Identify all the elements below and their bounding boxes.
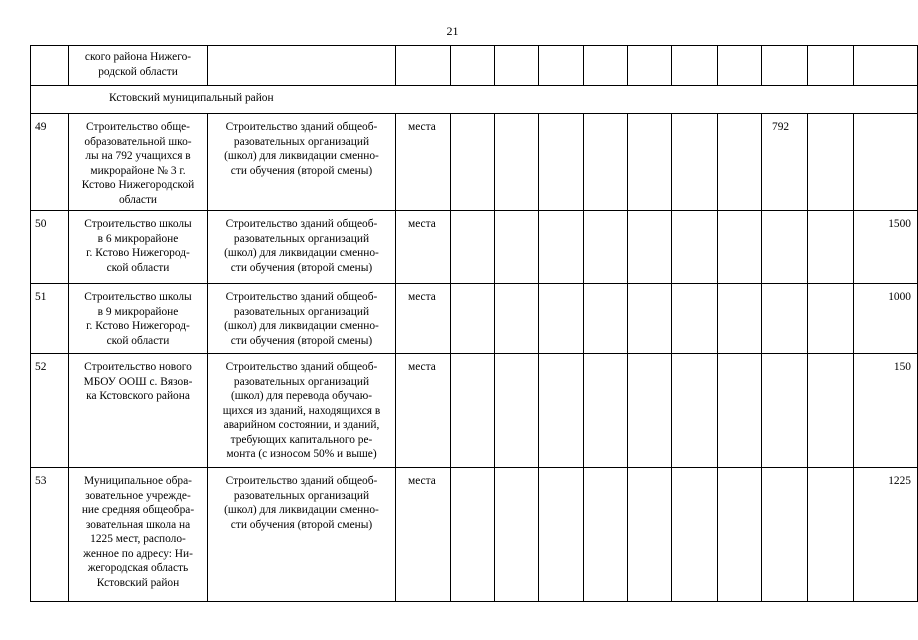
cell-value <box>539 354 584 468</box>
desc-line: (школ) для ликвидации сменно- <box>224 247 379 259</box>
desc-line: Строительство зданий общеоб- <box>225 291 378 303</box>
cell-value <box>762 284 808 354</box>
cell-num: 52 <box>31 354 69 468</box>
cell-value <box>718 284 762 354</box>
name-line: ской области <box>106 334 170 347</box>
cell-num: 50 <box>31 211 69 284</box>
name-line: родской области <box>98 65 178 78</box>
name-line: зовательное учрежде- <box>85 489 191 502</box>
cell-value <box>718 354 762 468</box>
name-line: ской области <box>106 261 170 274</box>
cell-value <box>495 211 539 284</box>
cell-value <box>718 211 762 284</box>
cell-value: 1500 <box>854 211 918 284</box>
cell-desc <box>208 354 396 468</box>
cell-value <box>539 211 584 284</box>
cell-value <box>672 46 718 86</box>
cell-value <box>451 284 495 354</box>
cell-value <box>495 114 539 211</box>
table-row <box>31 284 918 354</box>
cell-desc <box>208 46 396 86</box>
desc-line: Строительство зданий общеоб- <box>225 361 378 373</box>
name-line: Строительство школы <box>84 218 192 230</box>
cell-num: 51 <box>31 284 69 354</box>
cell-name <box>69 46 208 86</box>
table-row <box>31 114 918 211</box>
cell-value: 150 <box>854 354 918 468</box>
name-line: Кстово Нижегородской <box>81 179 195 191</box>
desc-line: сти обучения (второй смены) <box>230 334 373 347</box>
cell-value <box>628 284 672 354</box>
name-line: микрорайоне № 3 г. <box>90 164 186 177</box>
cell-value <box>451 354 495 468</box>
desc-line: сти обучения (второй смены) <box>230 261 373 274</box>
cell-value <box>762 46 808 86</box>
cell-value <box>495 46 539 86</box>
cell-unit: места <box>396 284 451 354</box>
cell-desc <box>208 284 396 354</box>
name-line: г. Кстово Нижегород- <box>86 320 190 332</box>
cell-value <box>628 211 672 284</box>
desc-line: сти обучения (второй смены) <box>230 518 373 531</box>
cell-value <box>808 284 854 354</box>
name-line: в 6 микрорайоне <box>97 232 179 245</box>
cell-value <box>808 468 854 602</box>
cell-value <box>584 354 628 468</box>
cell-name <box>69 468 208 602</box>
cell-value <box>672 114 718 211</box>
desc-line: разовательных организаций <box>233 489 370 502</box>
cell-value <box>762 468 808 602</box>
cell-value <box>672 468 718 602</box>
desc-line: разовательных организаций <box>233 232 370 245</box>
name-line: жегородская область <box>87 562 189 574</box>
cell-desc <box>208 114 396 211</box>
name-line: г. Кстово Нижегород- <box>86 247 190 259</box>
cell-value <box>584 284 628 354</box>
cell-value: 1000 <box>854 284 918 354</box>
cell-value <box>628 354 672 468</box>
name-line: ние средняя общеобра- <box>81 504 195 516</box>
desc-line: (школ) для ликвидации сменно- <box>224 320 379 332</box>
cell-value <box>628 114 672 211</box>
continuation-row <box>31 46 918 86</box>
cell-value <box>718 46 762 86</box>
cell-value <box>451 211 495 284</box>
desc-line: Строительство зданий общеоб- <box>225 121 378 133</box>
cell-desc <box>208 468 396 602</box>
cell-value <box>451 114 495 211</box>
cell-unit: места <box>396 211 451 284</box>
cell-unit: места <box>396 354 451 468</box>
name-line: ка Кстовского района <box>86 390 190 402</box>
cell-value <box>808 114 854 211</box>
name-line: в 9 микрорайоне <box>97 305 179 318</box>
table-row <box>31 354 918 468</box>
cell-name <box>69 354 208 468</box>
cell-value <box>672 354 718 468</box>
section-title: Кстовский муниципальный район <box>31 86 918 114</box>
cell-value <box>584 114 628 211</box>
program-table <box>30 45 918 602</box>
desc-line: (школ) для ликвидации сменно- <box>224 150 379 162</box>
cell-unit: места <box>396 468 451 602</box>
cell-value <box>854 46 918 86</box>
cell-value <box>584 46 628 86</box>
cell-num: 49 <box>31 114 69 211</box>
cell-value <box>539 468 584 602</box>
desc-line: Строительство зданий общеоб- <box>225 475 378 487</box>
cell-value <box>854 114 918 211</box>
desc-line: требующих капитального ре- <box>230 433 373 446</box>
cell-num <box>31 46 69 86</box>
name-line: зовательная школа на <box>85 518 191 531</box>
desc-line: сти обучения (второй смены) <box>230 164 373 177</box>
name-line: Строительство нового <box>84 361 192 373</box>
cell-value <box>451 468 495 602</box>
cell-value <box>718 114 762 211</box>
cell-value <box>628 468 672 602</box>
cell-unit: места <box>396 114 451 211</box>
name-line: ского района Нижего- <box>84 51 192 63</box>
desc-line: щихся из зданий, находящихся в <box>222 404 381 417</box>
cell-value <box>495 354 539 468</box>
cell-value <box>584 468 628 602</box>
cell-value <box>495 284 539 354</box>
cell-value <box>762 211 808 284</box>
cell-value: 1225 <box>854 468 918 602</box>
name-line: женное по адресу: Ни- <box>83 547 193 560</box>
table-body <box>31 46 918 602</box>
table-row <box>31 211 918 284</box>
cell-value <box>628 46 672 86</box>
name-line: образовательной шко- <box>84 135 192 148</box>
cell-unit <box>396 46 451 86</box>
name-line: области <box>118 193 158 206</box>
desc-line: (школ) для перевода обучаю- <box>230 390 373 402</box>
cell-value <box>808 354 854 468</box>
desc-line: (школ) для ликвидации сменно- <box>224 504 379 516</box>
name-line: Строительство обще- <box>86 121 190 133</box>
name-line: МБОУ ООШ с. Вязов- <box>83 375 193 388</box>
page-number: 21 <box>446 24 459 38</box>
cell-value <box>539 114 584 211</box>
name-line: лы на 792 учащихся в <box>85 150 191 162</box>
cell-value <box>672 284 718 354</box>
desc-line: монта (с износом 50% и выше) <box>226 448 377 460</box>
cell-value <box>762 354 808 468</box>
desc-line: Строительство зданий общеоб- <box>225 218 378 230</box>
desc-line: разовательных организаций <box>233 135 370 148</box>
cell-value <box>584 211 628 284</box>
name-line: Кстовский район <box>96 576 180 589</box>
cell-value <box>718 468 762 602</box>
name-line: Муниципальное обра- <box>84 475 192 487</box>
name-line: 1225 мест, располо- <box>90 533 186 545</box>
cell-value: 792 <box>762 114 808 211</box>
cell-num: 53 <box>31 468 69 602</box>
section-row <box>31 86 918 114</box>
cell-name <box>69 114 208 211</box>
cell-value <box>808 46 854 86</box>
table-row <box>31 468 918 602</box>
cell-value <box>672 211 718 284</box>
desc-line: аварийном состоянии, и зданий, <box>223 419 380 431</box>
cell-value <box>539 284 584 354</box>
cell-desc <box>208 211 396 284</box>
cell-name <box>69 284 208 354</box>
desc-line: разовательных организаций <box>233 375 370 388</box>
cell-value <box>451 46 495 86</box>
cell-value <box>808 211 854 284</box>
cell-value <box>495 468 539 602</box>
desc-line: разовательных организаций <box>233 305 370 318</box>
cell-name <box>69 211 208 284</box>
cell-value <box>539 46 584 86</box>
name-line: Строительство школы <box>84 291 192 303</box>
